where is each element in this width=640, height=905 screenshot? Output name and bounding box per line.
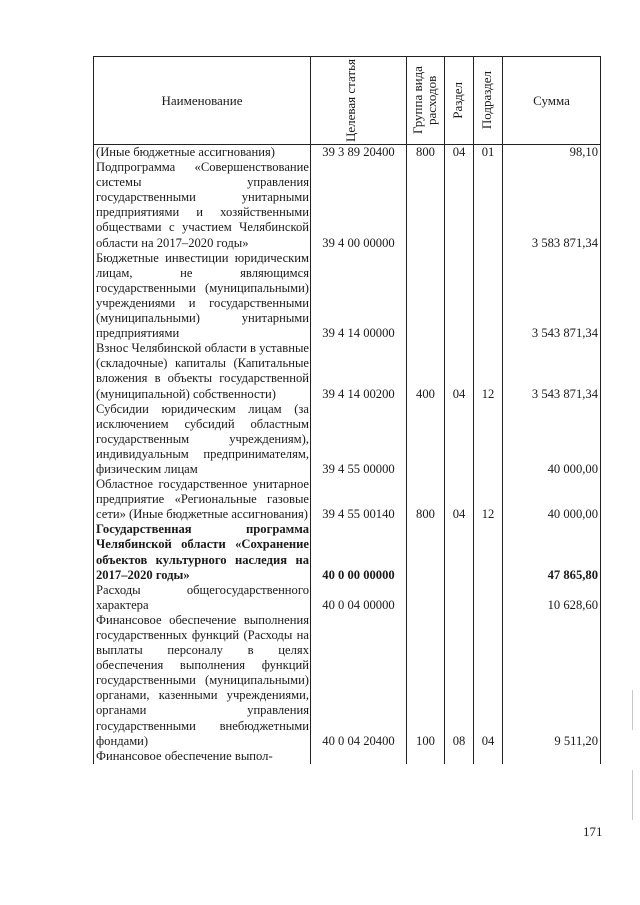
row-group: [407, 749, 445, 764]
row-subsection: 12: [474, 341, 503, 401]
table-row: [94, 160, 601, 251]
row-subsection: [474, 522, 503, 582]
row-sum: 98,10: [503, 145, 601, 161]
row-group: 400: [407, 341, 445, 401]
row-subsection: [474, 583, 503, 613]
row-sum: 3 583 871,34: [503, 160, 601, 251]
scan-edge-mark: [632, 770, 633, 820]
table-row: [94, 402, 601, 477]
table-row: [94, 341, 601, 401]
header-section-text: Раздел: [450, 82, 465, 119]
table-row: [94, 613, 601, 749]
row-section: 04: [445, 477, 474, 522]
row-sum: 10 628,60: [503, 583, 601, 613]
row-subsection: [474, 251, 503, 342]
row-sum: [503, 749, 601, 764]
table-row: [94, 522, 601, 582]
row-subsection: 01: [474, 145, 503, 161]
row-group: [407, 402, 445, 477]
row-section: [445, 522, 474, 582]
row-group: [407, 251, 445, 342]
row-sum: 40 000,00: [503, 477, 601, 522]
row-group: 800: [407, 477, 445, 522]
row-name: Областное государственное унитарное предприятие «Региональные газовые сети» (Иные бюджетные ассигнования): [94, 477, 311, 522]
row-code: 39 4 14 00000: [311, 251, 407, 342]
row-code: 39 4 55 00000: [311, 402, 407, 477]
row-sum: 47 865,80: [503, 522, 601, 582]
row-name: Бюджетные инвестиции юридическим лицам, не являющимся государственными (муниципальными) учреждениями и государственными (муниципальными) унитарными предприятиями: [94, 251, 311, 342]
row-subsection: 12: [474, 477, 503, 522]
row-group: 100: [407, 613, 445, 749]
page-number: 171: [583, 824, 603, 839]
row-code: 40 0 04 20400: [311, 613, 407, 749]
row-sum: 40 000,00: [503, 402, 601, 477]
row-sum: 3 543 871,34: [503, 251, 601, 342]
row-code: 40 0 04 00000: [311, 583, 407, 613]
row-sum: 9 511,20: [503, 613, 601, 749]
row-group: [407, 160, 445, 251]
row-name: Финансовое обеспечение выпол-: [94, 749, 311, 764]
table-row: [94, 477, 601, 522]
header-group: [407, 57, 445, 145]
header-subsection: [474, 57, 503, 145]
row-section: [445, 583, 474, 613]
row-name: Взнос Челябинской области в уставные (складочные) капиталы (Капитальные вложения в объекты государственной (муниципальной) собственности): [94, 341, 311, 401]
row-section: 04: [445, 145, 474, 161]
header-group-text: Группа вида расходов: [409, 66, 439, 135]
row-sum: 3 543 871,34: [503, 341, 601, 401]
row-section: 08: [445, 613, 474, 749]
row-name: Государственная программа Челябинской области «Сохранение объектов культурного наследия на 2017–2020 годы»: [94, 522, 311, 582]
row-code: 39 4 14 00200: [311, 341, 407, 401]
row-code: 39 4 00 00000: [311, 160, 407, 251]
row-name: (Иные бюджетные ассигнования): [94, 145, 311, 161]
row-subsection: [474, 749, 503, 764]
row-section: [445, 749, 474, 764]
table-body: [94, 145, 601, 764]
row-code: [311, 749, 407, 764]
row-subsection: 04: [474, 613, 503, 749]
row-name: Субсидии юридическим лицам (за исключением субсидий областным государственным учреждениям), индивидуальным предпринимателям, физическим лицам: [94, 402, 311, 477]
table-header-row: [94, 57, 601, 145]
row-name: Подпрограмма «Совершенствование системы управления государственными унитарными предприятиями и хозяйственными обществами с участием Челябинской области на 2017–2020 годы»: [94, 160, 311, 251]
header-sum: Сумма: [503, 57, 601, 145]
header-subsection-text: Подраздел: [479, 71, 494, 130]
table-row: [94, 251, 601, 342]
row-section: [445, 160, 474, 251]
row-subsection: [474, 160, 503, 251]
row-section: 04: [445, 341, 474, 401]
header-name: Наименование: [94, 57, 311, 145]
row-code: 40 0 00 00000: [311, 522, 407, 582]
header-section: [445, 57, 474, 145]
table-row: [94, 145, 601, 161]
row-group: 800: [407, 145, 445, 161]
row-group: [407, 583, 445, 613]
row-subsection: [474, 402, 503, 477]
row-code: 39 4 55 00140: [311, 477, 407, 522]
header-target-text: Целевая статья: [342, 58, 358, 142]
budget-table: [93, 56, 601, 764]
row-section: [445, 251, 474, 342]
table-row: [94, 749, 601, 764]
row-section: [445, 402, 474, 477]
table-row: [94, 583, 601, 613]
row-group: [407, 522, 445, 582]
row-name: Финансовое обеспечение выполнения государственных функций (Расходы на выплаты персоналу в целях обеспечения выполнения функций государственными (муниципальными) органами, казенными учреждениями, органами управления государственными внебюджетными фондами): [94, 613, 311, 749]
row-name: Расходы общегосударственного характера: [94, 583, 311, 613]
row-code: 39 3 89 20400: [311, 145, 407, 161]
header-target: [311, 57, 407, 145]
scan-edge-mark: [632, 690, 633, 730]
